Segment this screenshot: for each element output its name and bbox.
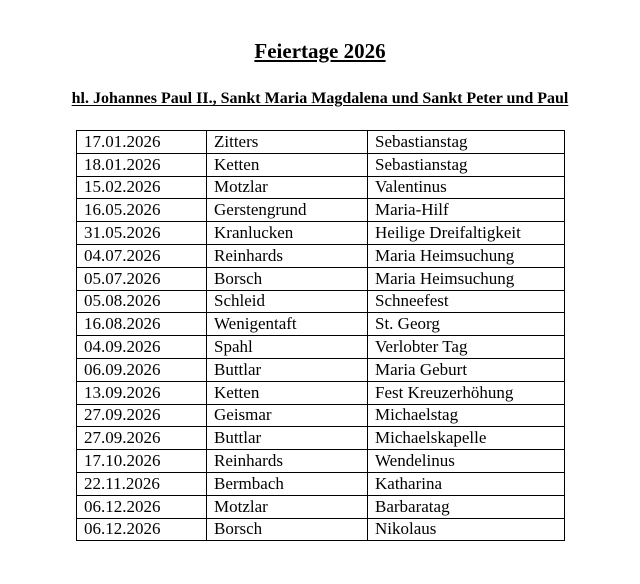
place-cell: Motzlar [207, 495, 368, 518]
date-cell: 16.08.2026 [77, 313, 207, 336]
table-row [77, 131, 565, 154]
table-row [77, 518, 565, 541]
date-cell: 04.09.2026 [77, 336, 207, 359]
table-row [77, 358, 565, 381]
feast-cell: Michaelstag [368, 404, 565, 427]
date-cell: 05.07.2026 [77, 267, 207, 290]
date-cell: 17.01.2026 [77, 131, 207, 154]
table-row [77, 336, 565, 359]
date-cell: 06.12.2026 [77, 495, 207, 518]
table-row [77, 153, 565, 176]
place-cell: Reinhards [207, 244, 368, 267]
place-cell: Buttlar [207, 427, 368, 450]
feast-cell: Barbaratag [368, 495, 565, 518]
table-row [77, 290, 565, 313]
feast-cell: Heilige Dreifaltigkeit [368, 222, 565, 245]
date-cell: 13.09.2026 [77, 381, 207, 404]
place-cell: Motzlar [207, 176, 368, 199]
place-cell: Bermbach [207, 472, 368, 495]
table-row [77, 199, 565, 222]
table-row [77, 427, 565, 450]
holiday-table [76, 130, 565, 541]
place-cell: Buttlar [207, 358, 368, 381]
table-row [77, 267, 565, 290]
feast-cell: Maria Heimsuchung [368, 244, 565, 267]
date-cell: 17.10.2026 [77, 450, 207, 473]
date-cell: 27.09.2026 [77, 427, 207, 450]
feast-cell: Katharina [368, 472, 565, 495]
feast-cell: Sebastianstag [368, 153, 565, 176]
place-cell: Reinhards [207, 450, 368, 473]
place-cell: Kranlucken [207, 222, 368, 245]
table-row [77, 313, 565, 336]
page-title: Feiertage 2026 [254, 39, 386, 63]
place-cell: Spahl [207, 336, 368, 359]
table-row [77, 450, 565, 473]
feast-cell: Nikolaus [368, 518, 565, 541]
date-cell: 04.07.2026 [77, 244, 207, 267]
date-cell: 06.12.2026 [77, 518, 207, 541]
place-cell: Zitters [207, 131, 368, 154]
feast-cell: Maria-Hilf [368, 199, 565, 222]
table-row [77, 472, 565, 495]
date-cell: 05.08.2026 [77, 290, 207, 313]
feast-cell: Maria Geburt [368, 358, 565, 381]
feast-cell: Sebastianstag [368, 131, 565, 154]
date-cell: 27.09.2026 [77, 404, 207, 427]
place-cell: Ketten [207, 381, 368, 404]
table-row [77, 404, 565, 427]
table-row [77, 222, 565, 245]
holiday-table-body [77, 131, 565, 541]
place-cell: Geismar [207, 404, 368, 427]
feast-cell: Valentinus [368, 176, 565, 199]
feast-cell: Schneefest [368, 290, 565, 313]
feast-cell: Maria Heimsuchung [368, 267, 565, 290]
feast-cell: Fest Kreuzerhöhung [368, 381, 565, 404]
place-cell: Borsch [207, 267, 368, 290]
page-subtitle: hl. Johannes Paul II., Sankt Maria Magdalena und Sankt Peter und Paul [71, 90, 569, 107]
feast-cell: Verlobter Tag [368, 336, 565, 359]
feast-cell: Michaelskapelle [368, 427, 565, 450]
date-cell: 31.05.2026 [77, 222, 207, 245]
feast-cell: Wendelinus [368, 450, 565, 473]
date-cell: 15.02.2026 [77, 176, 207, 199]
table-row [77, 495, 565, 518]
place-cell: Wenigentaft [207, 313, 368, 336]
feast-cell: St. Georg [368, 313, 565, 336]
date-cell: 16.05.2026 [77, 199, 207, 222]
table-row [77, 244, 565, 267]
date-cell: 22.11.2026 [77, 472, 207, 495]
date-cell: 18.01.2026 [77, 153, 207, 176]
place-cell: Gerstengrund [207, 199, 368, 222]
table-row [77, 381, 565, 404]
place-cell: Schleid [207, 290, 368, 313]
place-cell: Ketten [207, 153, 368, 176]
date-cell: 06.09.2026 [77, 358, 207, 381]
table-row [77, 176, 565, 199]
place-cell: Borsch [207, 518, 368, 541]
